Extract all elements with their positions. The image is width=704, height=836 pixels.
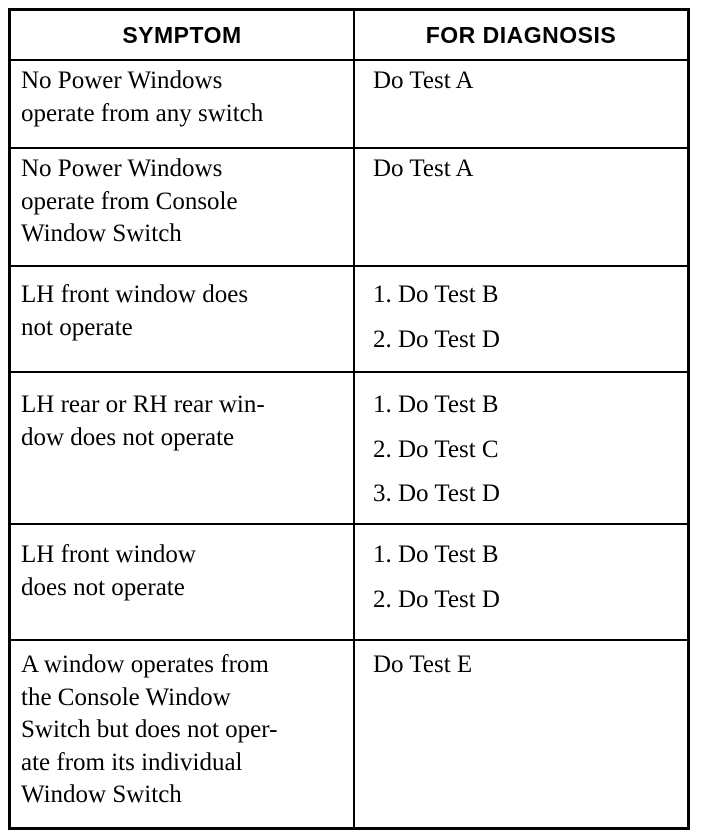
diagnosis-cell — [355, 641, 687, 827]
table-row — [11, 525, 687, 641]
diagnosis-cell — [355, 525, 687, 639]
header-diagnosis: FOR DIAGNOSIS — [425, 21, 617, 48]
symptom-line: No Power Windows — [21, 67, 223, 94]
symptom-line: Switch but does not oper- — [21, 716, 278, 743]
symptom-cell — [11, 267, 355, 371]
symptom-cell — [11, 641, 355, 827]
symptom-line: LH front window — [21, 541, 196, 568]
diagnosis-step: Do Test A — [373, 155, 474, 182]
symptom-line: LH front window does — [21, 281, 249, 308]
diagnosis-step: Do Test E — [373, 651, 473, 678]
table-row — [11, 149, 687, 267]
symptom-line: operate from any switch — [21, 99, 264, 127]
symptom-line: operate from Console — [21, 187, 238, 215]
header-symptom: SYMPTOM — [11, 11, 355, 59]
table-row — [11, 61, 687, 149]
table-row — [11, 373, 687, 525]
symptom-line: ate from its individual — [21, 748, 243, 776]
diagnosis-step: 2. Do Test D — [373, 585, 500, 613]
table-row — [11, 641, 687, 827]
symptom-line: the Console Window — [21, 683, 231, 711]
symptom-line: Window Switch — [21, 220, 182, 247]
diagnosis-step: 2. Do Test C — [373, 435, 499, 463]
symptom-cell — [11, 149, 355, 265]
symptom-line: No Power Windows — [21, 155, 223, 182]
symptom-cell — [11, 373, 355, 523]
diagnosis-step: 2. Do Test D — [373, 325, 500, 353]
diagnosis-cell — [355, 267, 687, 371]
diagnosis-step: Do Test A — [373, 67, 474, 94]
diagnosis-table — [8, 8, 690, 830]
symptom-line: does not operate — [21, 573, 185, 601]
symptom-line: A window operates from — [21, 651, 269, 678]
symptom-cell — [11, 61, 355, 147]
symptom-line: not operate — [21, 313, 133, 341]
diagnosis-cell — [355, 149, 687, 265]
symptom-line: dow does not operate — [21, 423, 235, 451]
table-header-row — [11, 11, 687, 61]
diagnosis-step: 1. Do Test B — [373, 541, 499, 568]
diagnosis-step: 1. Do Test B — [373, 391, 499, 418]
symptom-line: Window Switch — [21, 781, 182, 808]
diagnosis-cell — [355, 373, 687, 523]
symptom-line: LH rear or RH rear win- — [21, 391, 265, 418]
table-row — [11, 267, 687, 373]
diagnosis-step: 3. Do Test D — [373, 480, 500, 507]
diagnosis-cell — [355, 61, 687, 147]
symptom-cell — [11, 525, 355, 639]
diagnosis-step: 1. Do Test B — [373, 281, 499, 308]
